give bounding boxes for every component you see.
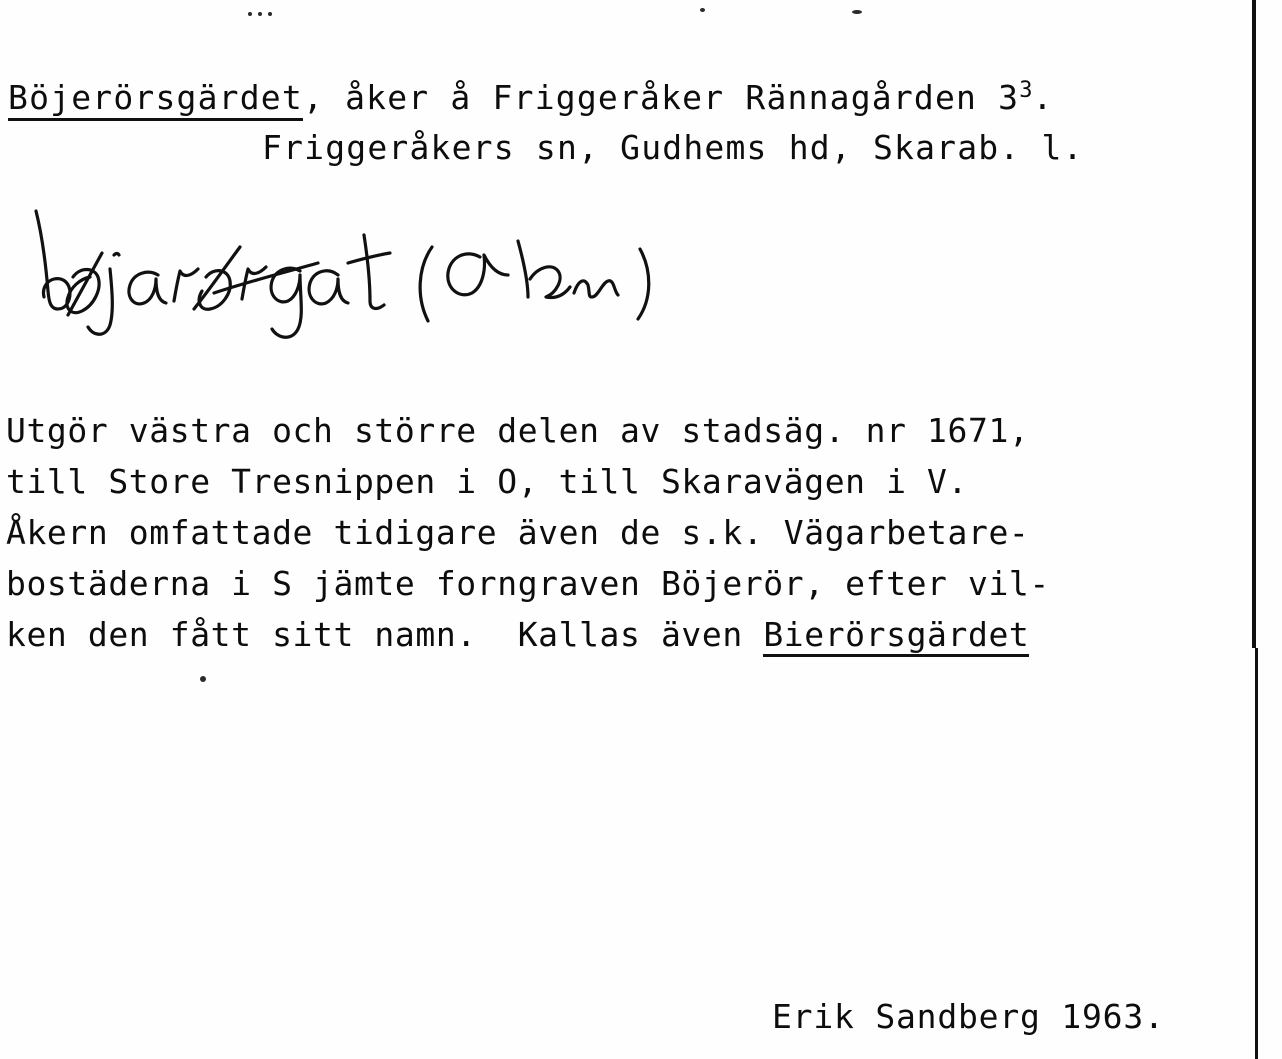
scan-speck [200,676,206,682]
parish-district-line: Friggeråkers sn, Gudhems hd, Skarab. l. [262,128,1084,167]
body-line-last-prefix: ken den fått sitt namn. Kallas även [6,615,764,654]
scan-speck [258,12,262,16]
alternative-name: Bierörsgärdet [763,615,1029,657]
headword-line-rest: , åker å Friggeråker Rännagården 3 [302,78,1020,117]
scan-speck [852,10,862,14]
headword: Böjerörsgärdet [8,78,303,121]
card-right-border-lower [1255,648,1258,1059]
body-line: Åkern omfattade tidigare även de s.k. Vägarbetare- [6,513,1030,552]
scan-speck [268,12,272,16]
scan-speck [248,12,252,16]
signature-line: Erik Sandberg 1963. [772,997,1165,1036]
body-line: Utgör västra och större delen av stadsäg. nr 1671, [6,411,1030,450]
body-line: bostäderna i S jämte forngraven Böjerör, efter vil- [6,564,1050,603]
handwritten-dialect-note [18,205,718,340]
headword-line [8,78,1054,117]
body-line-last [6,609,1266,660]
body-text [6,405,1266,660]
headword-line-end: . [1032,78,1054,117]
body-line: till Store Tresnippen i O, till Skaravägen i V. [6,462,968,501]
scan-speck [700,8,705,12]
headword-superscript: 3 [1019,78,1033,103]
